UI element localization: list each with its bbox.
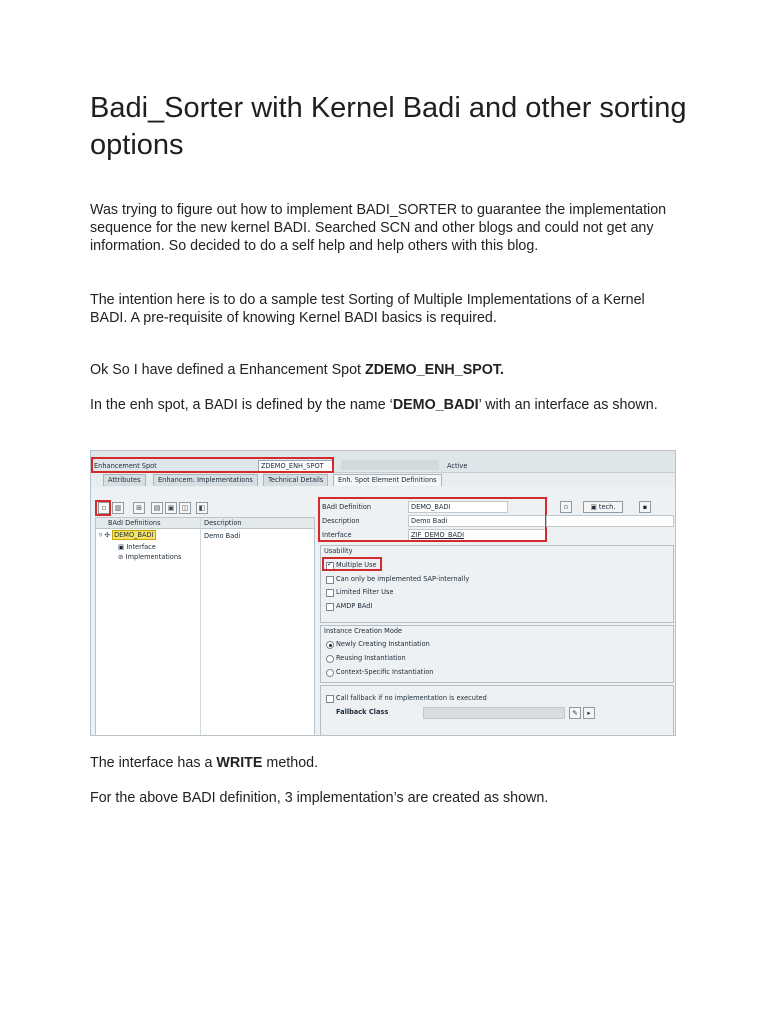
badi-text-post: ’ with an interface as shown. (478, 397, 658, 413)
write-text-post: method. (262, 755, 319, 771)
tree-row-badi[interactable] (99, 531, 156, 539)
tree-interface-label: Interface (126, 543, 156, 551)
intro-paragraph: Was trying to figure out how to implement BADI_SORTER to guarantee the implementation sequence for the new kernel BADI. Searched SCN and other blogs and could not get any information. So decided to do a self help and help others with this blog. (90, 202, 667, 254)
write-method-name: WRITE (216, 755, 263, 771)
tree-row-interface[interactable] (118, 543, 156, 551)
description-field[interactable]: Demo Badi (408, 515, 546, 527)
interface-field[interactable]: ZIF_DEMO_BADI (408, 529, 546, 541)
tree-icon[interactable]: ⊞ (133, 502, 145, 514)
tab-element-definitions[interactable]: Enh. Spot Element Definitions (333, 474, 442, 486)
tab-attributes[interactable]: Attributes (103, 474, 146, 486)
filter-icon[interactable]: ▣ (165, 502, 177, 514)
amdp-checkbox[interactable] (326, 603, 334, 611)
group-icon[interactable]: ◫ (179, 502, 191, 514)
enh-spot-name: ZDEMO_ENH_SPOT. (365, 362, 505, 378)
fallback-class-field[interactable] (423, 707, 565, 719)
limited-filter-checkbox[interactable] (326, 589, 334, 597)
fallback-checkbox[interactable] (326, 695, 334, 703)
highlight-multiple-use (322, 557, 382, 571)
usability-group (320, 545, 674, 623)
interface-label: Interface (322, 531, 352, 539)
status-text: Active (447, 462, 468, 470)
instance-creation-group (320, 625, 674, 683)
write-paragraph (90, 754, 680, 772)
implementations-icon: ⊘ (118, 553, 124, 561)
instance-creation-title: Instance Creation Mode (324, 627, 403, 635)
tree-implementations-label: Implementations (125, 553, 182, 561)
intention-paragraph: The intention here is to do a sample test Sorting of Multiple Implementations of a Kernel BADI. A pre-requisite of knowing Kernel BADI basics is required. (90, 292, 645, 326)
delete-icon[interactable]: ▥ (112, 502, 124, 514)
badi-name: DEMO_BADI (392, 397, 479, 413)
reusing-label: Reusing Instantiation (336, 654, 406, 662)
tree-column-separator (200, 518, 201, 736)
badi-def-field[interactable]: DEMO_BADI (408, 501, 508, 513)
badi-paragraph (90, 396, 680, 414)
page-title: Badi_Sorter with Kernel Badi and other sorting options (90, 92, 687, 161)
fallback-class-label: Fallback Class (336, 708, 389, 716)
edit-icon[interactable]: ✎ (569, 707, 581, 719)
tree-col-description: Description (204, 519, 242, 527)
tech-button-label: tech. (598, 503, 616, 511)
badi-text-pre: In the enh spot, a BADI is defined by the name ‘ (90, 397, 393, 413)
badi-def-label: BAdI Definition (322, 503, 372, 511)
tree-badi-name[interactable]: DEMO_BADI (114, 531, 154, 539)
tab-implementations[interactable]: Enhancem. Implementations (153, 474, 258, 486)
fallback-checkbox-label: Call fallback if no implementation is executed (336, 694, 487, 702)
interface-icon: ▣ (118, 543, 125, 551)
layout-icon[interactable]: ◧ (196, 502, 208, 514)
sap-internal-label: Can only be implemented SAP-internally (336, 575, 470, 583)
save-icon[interactable]: ▪ (639, 501, 651, 513)
highlight-enh-spot (91, 457, 334, 473)
usability-title: Usability (324, 547, 353, 555)
new-icon[interactable]: ▫ (98, 502, 110, 514)
description-label: Description (322, 517, 360, 525)
limited-filter-label: Limited Filter Use (336, 588, 394, 596)
write-text-pre: The interface has a (90, 755, 217, 771)
context-specific-radio[interactable] (326, 669, 334, 677)
copy-icon[interactable]: ▤ (151, 502, 163, 514)
badi-icon: ✣ (104, 531, 110, 539)
sap-internal-checkbox[interactable] (326, 576, 334, 584)
tab-strip (91, 473, 675, 486)
enh-spot-desc-field (341, 460, 439, 470)
context-specific-label: Context-Specific Instantiation (336, 668, 434, 676)
tab-technical-details[interactable]: Technical Details (263, 474, 328, 486)
sap-screenshot (90, 450, 676, 736)
newly-creating-radio[interactable] (326, 641, 334, 649)
enh-spot-label: Enhancement Spot (94, 462, 157, 470)
chevron-down-icon[interactable]: ▿ (99, 531, 103, 539)
tree-col-definitions: BAdI Definitions (108, 519, 161, 527)
tree-badi-desc: Demo Badi (204, 532, 241, 540)
enh-spot-text: Ok So I have defined a Enhancement Spot (90, 362, 365, 378)
fallback-group (320, 685, 674, 736)
badi-detail-panel (318, 497, 674, 735)
enh-spot-field[interactable]: ZDEMO_ENH_SPOT (258, 460, 334, 472)
multiple-use-label: Multiple Use (336, 561, 377, 569)
amdp-label: AMDP BAdI (336, 602, 373, 610)
badi-tree (95, 517, 315, 736)
tab-body (91, 487, 675, 735)
enh-spot-paragraph (90, 361, 680, 379)
implementations-paragraph: For the above BADI definition, 3 implementation’s are created as shown. (90, 790, 549, 806)
newly-creating-label: Newly Creating Instantiation (336, 640, 430, 648)
tech-button[interactable]: ▣ tech. (583, 501, 623, 513)
navigate-icon[interactable]: ▸ (583, 707, 595, 719)
tree-header (96, 518, 314, 529)
reusing-radio[interactable] (326, 655, 334, 663)
display-icon[interactable]: ▫ (560, 501, 572, 513)
description-extension (546, 515, 674, 527)
tree-row-implementations[interactable] (118, 553, 181, 561)
highlight-badi-fields (318, 497, 547, 542)
highlight-new-button (95, 500, 111, 516)
